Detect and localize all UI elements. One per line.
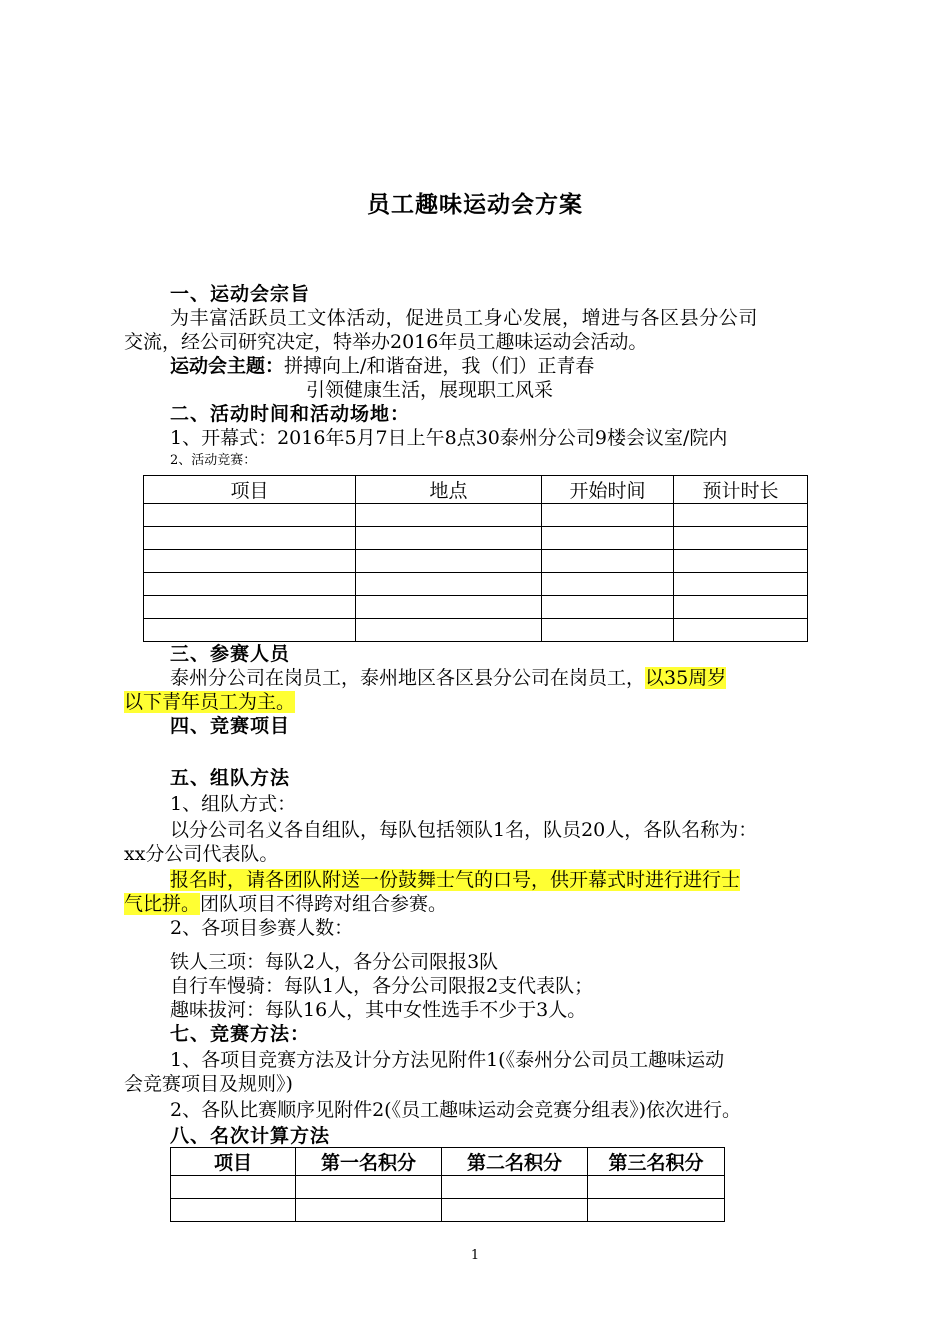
highlighted-text: 以35周岁 — [645, 667, 727, 689]
header-cell: 开始时间 — [542, 476, 674, 504]
header-cell: 第一名积分 — [296, 1148, 442, 1176]
section-3-text: 泰州分公司在岗员工，泰州地区各区县分公司在岗员工， — [170, 667, 646, 689]
event-slow-bike: 自行车慢骑：每队1人，各分公司限报2支代表队； — [170, 975, 594, 997]
section-5-text: 团队项目不得跨对组合参赛。 — [200, 893, 448, 915]
section-7-item-1-line-2: 会竞赛项目及规则》) — [124, 1073, 293, 1095]
table-row — [144, 527, 808, 550]
page-number: 1 — [470, 1248, 480, 1263]
table-row — [144, 504, 808, 527]
section-5-item-2: 2、各项目参赛人数： — [170, 917, 354, 939]
section-3-heading: 三、参赛人员 — [170, 643, 291, 665]
section-4-heading: 四、竞赛项目 — [170, 715, 291, 737]
section-2-item-1: 1、开幕式：2016年5月7日上午8点30泰州分公司9楼会议室/院内 — [170, 427, 728, 449]
theme-text-1: 拼搏向上/和谐奋进，我（们）正青春 — [284, 355, 595, 377]
section-2-heading: 二、活动时间和活动场地： — [170, 403, 411, 425]
event-tug-of-war: 趣味拔河：每队16人，其中女性选手不少于3人。 — [170, 999, 587, 1021]
section-5-heading: 五、组队方法 — [170, 767, 291, 789]
section-1-heading: 一、运动会宗旨 — [170, 283, 311, 305]
header-cell: 地点 — [356, 476, 542, 504]
section-5-paragraph-1-line-1: 以分公司名义各自组队，每队包括领队1名，队员20人，各队名称为： — [170, 819, 758, 841]
header-cell: 项目 — [171, 1148, 296, 1176]
section-5-item-1: 1、组队方式： — [170, 793, 297, 815]
section-5-paragraph-2-line-1 — [170, 868, 740, 892]
table-header-row — [171, 1148, 725, 1176]
section-8-heading: 八、名次计算方法 — [170, 1125, 331, 1147]
header-cell: 第三名积分 — [588, 1148, 725, 1176]
table-row — [144, 619, 808, 642]
highlighted-text: 以下青年员工为主。 — [124, 691, 296, 713]
section-7-heading: 七、竞赛方法： — [170, 1023, 311, 1045]
table-row — [171, 1176, 725, 1199]
ranking-points-table — [170, 1147, 725, 1222]
document-title: 员工趣味运动会方案 — [367, 191, 583, 218]
highlighted-text: 报名时，请各团队附送一份鼓舞士气的口号，供开幕式时进行进行士 — [170, 869, 741, 891]
table-row — [171, 1199, 725, 1222]
table-row — [144, 550, 808, 573]
event-ironman: 铁人三项：每队2人，各分公司限报3队 — [170, 951, 499, 973]
section-3-line-1 — [170, 666, 726, 690]
section-7-item-1-line-1: 1、各项目竞赛方法及计分方法见附件1(《泰州分公司员工趣味运动 — [170, 1049, 725, 1071]
table-header-row — [144, 476, 808, 504]
section-1-paragraph-line-1: 为丰富活跃员工文体活动，促进员工身心发展，增进与各区县分公司 — [170, 307, 759, 329]
theme-line-1 — [170, 354, 594, 378]
competition-schedule-table — [143, 475, 808, 642]
table-row — [144, 573, 808, 596]
section-2-item-2: 2、活动竞赛： — [170, 453, 257, 468]
section-7-item-2: 2、各队比赛顺序见附件2(《员工趣味运动会竞赛分组表》)依次进行。 — [170, 1099, 742, 1121]
theme-line-2: 引领健康生活，展现职工风采 — [306, 379, 554, 401]
table-row — [144, 596, 808, 619]
section-5-paragraph-1-line-2: xx分公司代表队。 — [124, 843, 279, 865]
header-cell: 项目 — [144, 476, 356, 504]
theme-label: 运动会主题： — [170, 355, 285, 377]
header-cell: 预计时长 — [674, 476, 808, 504]
section-5-paragraph-2-line-2 — [124, 892, 447, 916]
highlighted-text: 气比拼。 — [124, 893, 201, 915]
section-3-line-2 — [124, 690, 295, 714]
header-cell: 第二名积分 — [442, 1148, 588, 1176]
section-1-paragraph-line-2: 交流，经公司研究决定，特举办2016年员工趣味运动会活动。 — [124, 331, 648, 353]
